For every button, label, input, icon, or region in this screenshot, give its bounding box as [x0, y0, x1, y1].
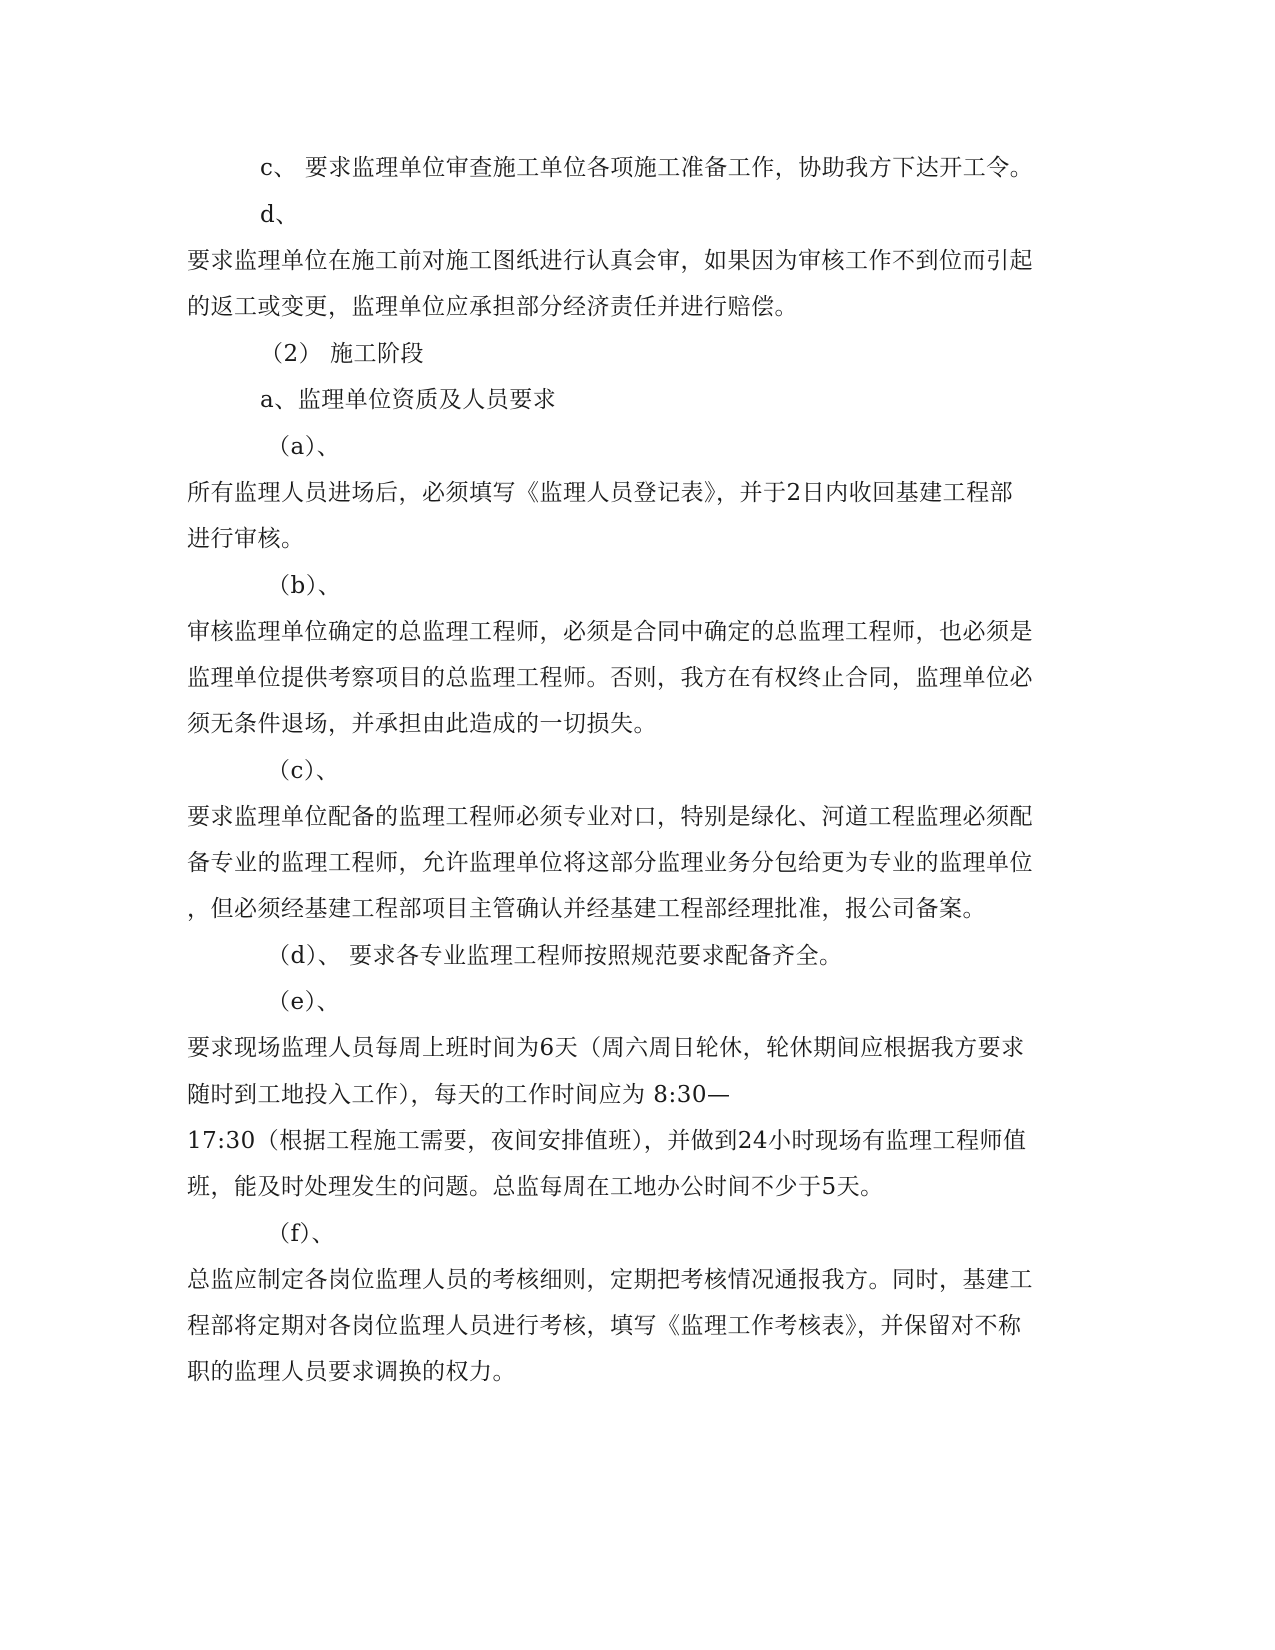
item-d-text-line-1: 要求监理单位在施工前对施工图纸进行认真会审，如果因为审核工作不到位而引起: [187, 248, 1033, 274]
item-c2-label: （c）、: [267, 758, 340, 784]
item-d-text-line-2: 的返工或变更，监理单位应承担部分经济责任并进行赔偿。: [187, 294, 798, 320]
section-heading: （2） 施工阶段: [260, 341, 424, 367]
item-b-text-line-1: 审核监理单位确定的总监理工程师，必须是合同中确定的总监理工程师，也必须是: [187, 619, 1033, 645]
item-f-text-line-2: 程部将定期对各岗位监理人员进行考核，填写《监理工作考核表》，并保留对不称: [187, 1313, 1022, 1339]
item-d-label: d、: [260, 202, 299, 228]
item-d2-paragraph: （d）、 要求各专业监理工程师按照规范要求配备齐全。: [267, 943, 843, 969]
subsection-heading: a、监理单位资质及人员要求: [260, 387, 557, 413]
item-f-text-line-1: 总监应制定各岗位监理人员的考核细则，定期把考核情况通报我方。同时，基建工: [187, 1267, 1033, 1293]
item-f-label: （f）、: [267, 1221, 336, 1247]
item-e-text-line-3: 17:30（根据工程施工需要，夜间安排值班），并做到24小时现场有监理工程师值: [187, 1128, 1027, 1154]
item-c2-text-line-3: ，但必须经基建工程部项目主管确认并经基建工程部经理批准，报公司备案。: [187, 896, 986, 922]
item-c2-text-line-2: 备专业的监理工程师，允许监理单位将这部分监理业务分包给更为专业的监理单位: [187, 850, 1033, 876]
item-b-text-line-3: 须无条件退场，并承担由此造成的一切损失。: [187, 711, 657, 737]
item-c2-text-line-1: 要求监理单位配备的监理工程师必须专业对口，特别是绿化、河道工程监理必须配: [187, 804, 1033, 830]
item-b-text-line-2: 监理单位提供考察项目的总监理工程师。否则，我方在有权终止合同，监理单位必: [187, 665, 1033, 691]
item-e-label: （e）、: [267, 989, 341, 1015]
item-a-text-line-1: 所有监理人员进场后，必须填写《监理人员登记表》，并于2日内收回基建工程部: [187, 480, 1014, 506]
item-c-paragraph: c、 要求监理单位审查施工单位各项施工准备工作，协助我方下达开工令。: [260, 155, 1034, 181]
item-a-label: （a）、: [267, 434, 341, 460]
item-e-text-line-1: 要求现场监理人员每周上班时间为6天（周六周日轮休，轮休期间应根据我方要求: [187, 1035, 1025, 1061]
item-b-label: （b）、: [267, 573, 342, 599]
item-a-text-line-2: 进行审核。: [187, 526, 305, 552]
item-e-text-line-2: 随时到工地投入工作），每天的工作时间应为 8:30—: [187, 1082, 731, 1108]
item-e-text-line-4: 班，能及时处理发生的问题。总监每周在工地办公时间不少于5天。: [187, 1174, 884, 1200]
item-f-text-line-3: 职的监理人员要求调换的权力。: [187, 1359, 516, 1385]
